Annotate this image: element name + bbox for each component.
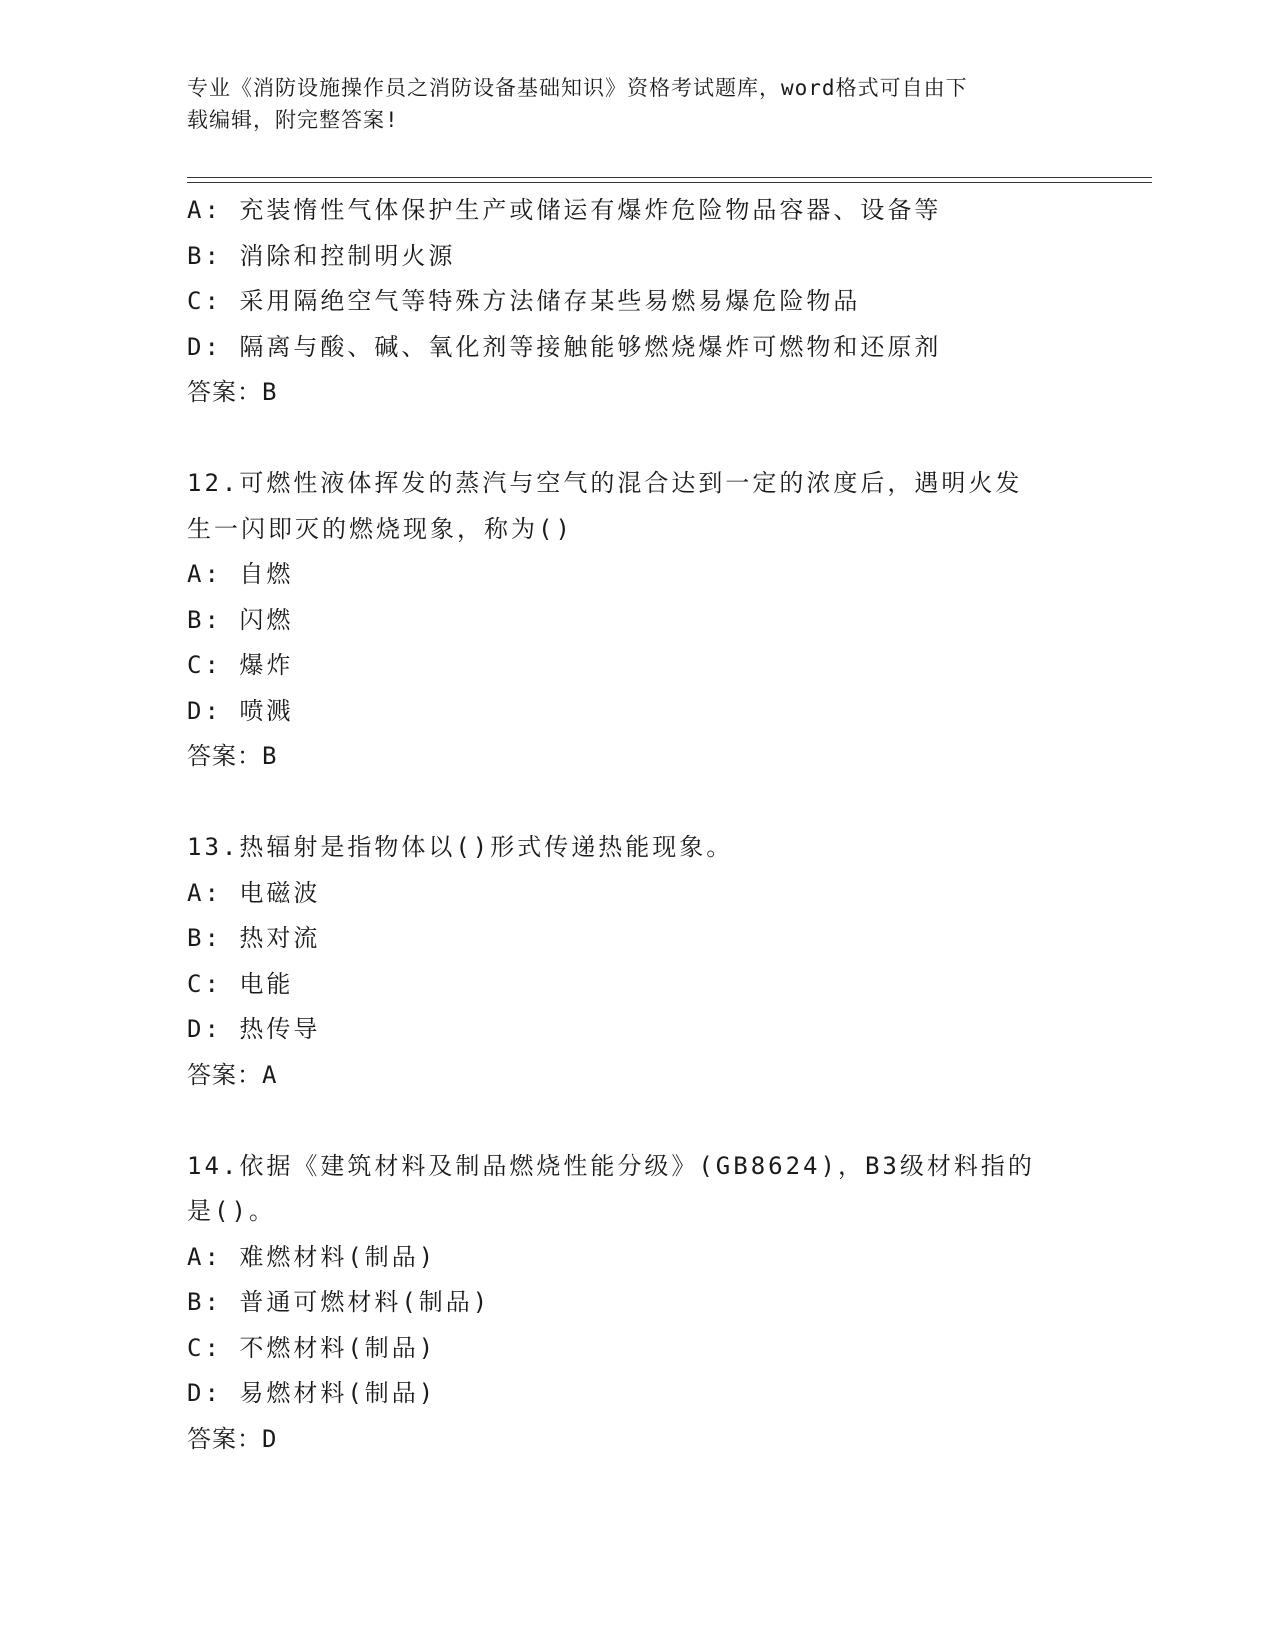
option-a: A: 电磁波 bbox=[187, 878, 321, 907]
option-c: C: 采用隔绝空气等特殊方法储存某些易燃易爆危险物品 bbox=[187, 287, 861, 315]
answer: 答案：D bbox=[187, 1424, 278, 1453]
spacer bbox=[187, 780, 1087, 826]
header-line-1: 专业《消防设施操作员之消防设备基础知识》资格考试题库，word格式可自由下 bbox=[187, 76, 968, 100]
document-header bbox=[187, 72, 1067, 136]
spacer bbox=[187, 416, 1087, 462]
question-list bbox=[187, 188, 1087, 1462]
option-d: D: 易燃材料(制品) bbox=[187, 1379, 437, 1407]
option-c: C: 电能 bbox=[187, 969, 294, 998]
question-13 bbox=[187, 825, 1087, 1098]
option-d: D: 喷溅 bbox=[187, 696, 294, 725]
answer: 答案：B bbox=[187, 742, 278, 770]
option-b: B: 消除和控制明火源 bbox=[187, 241, 456, 270]
answer: 答案：B bbox=[187, 378, 278, 406]
question-11-continued bbox=[187, 188, 1087, 416]
option-a: A: 充装惰性气体保护生产或储运有爆炸危险物品容器、设备等 bbox=[187, 196, 942, 224]
question-text-line: 生一闪即灭的燃烧现象，称为() bbox=[187, 514, 573, 543]
question-text-line: 12.可燃性液体挥发的蒸汽与空气的混合达到一定的浓度后，遇明火发 bbox=[187, 469, 1023, 497]
answer: 答案：A bbox=[187, 1060, 278, 1089]
question-12 bbox=[187, 461, 1087, 780]
option-b: B: 闪燃 bbox=[187, 605, 294, 634]
question-text-line: 13.热辐射是指物体以()形式传递热能现象。 bbox=[187, 833, 734, 861]
option-b: B: 普通可燃材料(制品) bbox=[187, 1288, 491, 1316]
option-d: D: 隔离与酸、碱、氧化剂等接触能够燃烧爆炸可燃物和还原剂 bbox=[187, 332, 942, 361]
header-divider-bottom bbox=[187, 182, 1152, 183]
option-a: A: 难燃材料(制品) bbox=[187, 1242, 437, 1271]
header-divider-top bbox=[187, 177, 1152, 178]
question-text-line: 14.依据《建筑材料及制品燃烧性能分级》(GB8624)，B3级材料指的 bbox=[187, 1151, 1035, 1180]
option-d: D: 热传导 bbox=[187, 1015, 321, 1043]
header-line-2: 载编辑，附完整答案! bbox=[187, 108, 399, 132]
option-c: C: 不燃材料(制品) bbox=[187, 1333, 437, 1362]
option-b: B: 热对流 bbox=[187, 924, 321, 952]
question-14 bbox=[187, 1144, 1087, 1463]
option-c: C: 爆炸 bbox=[187, 651, 294, 679]
option-a: A: 自燃 bbox=[187, 560, 294, 588]
spacer bbox=[187, 1098, 1087, 1144]
question-text-line: 是()。 bbox=[187, 1197, 276, 1225]
